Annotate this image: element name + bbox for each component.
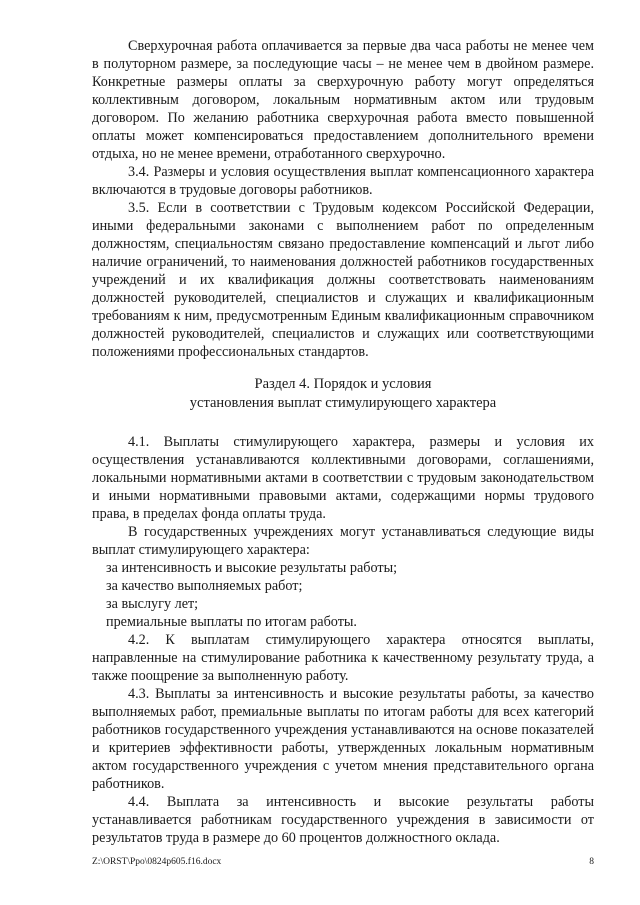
footer-file-path: Z:\ORST\Ppo\0824p605.f16.docx (92, 857, 222, 867)
paragraph-payment-types-intro: В государственных учреждениях могут устанавливаться следующие виды выплат стимулирующего характера: (92, 524, 594, 558)
paragraph-4-3: 4.3. Выплаты за интенсивность и высокие результаты работы, за качество выполняемых работ, премиальные выплаты по итогам работы для всех категорий работников государственного учреждения устанавливаются на основе показателей и критериев эффективности работы, утвержденных локальным нормативным актом государственного учреждения с учетом мнения представительного органа работников. (92, 686, 594, 792)
paragraph-4-1: 4.1. Выплаты стимулирующего характера, размеры и условия их осуществления устанавливаются коллективными договорами, соглашениями, локальными нормативными актами в соответствии с трудовым законодательством и иными нормативными правовыми актами, содержащими нормы трудового права, в пределах фонда оплаты труда. (92, 434, 594, 522)
paragraph-4-2: 4.2. К выплатам стимулирующего характера относятся выплаты, направленные на стимулирование работника к качественному результату труда, а также поощрение за выполненную работу. (92, 632, 594, 684)
paragraph-3-4: 3.4. Размеры и условия осуществления выплат компенсационного характера включаются в трудовые договоры работников. (92, 164, 594, 198)
section-4-heading (92, 375, 594, 413)
section-4-title-line1: Раздел 4. Порядок и условия (254, 376, 432, 392)
list-item-bonuses: премиальные выплаты по итогам работы. (106, 614, 357, 630)
section-4-title-line2: установления выплат стимулирующего характера (189, 395, 497, 411)
paragraph-overtime-pay: Сверхурочная работа оплачивается за первые два часа работы не менее чем в полуторном размере, за последующие часы – не менее чем в двойном размере. Конкретные размеры оплаты за сверхурочную работу могут определяться коллективным договором, локальным нормативным актом или трудовым договором. По желанию работника сверхурочная работа вместо повышенной оплаты может компенсироваться предоставлением дополнительного времени отдыха, но не менее времени, отработанного сверхурочно. (92, 38, 594, 162)
list-item-seniority: за выслугу лет; (106, 596, 199, 612)
document-body (92, 37, 594, 847)
paragraph-3-5: 3.5. Если в соответствии с Трудовым кодексом Российской Федерации, иными федеральными законами с выполнением работ по определенным должностям, специальностям связано предоставление компенсаций и льгот либо наличие ограничений, то наименования должностей работников государственных учреждений и их квалификация должны соответствовать наименованиям должностей руководителей, специалистов и служащих и квалификационным требованиям к ним, предусмотренным Единым квалификационным справочником должностей руководителей, специалистов и служащих или соответствующими положениями профессиональных стандартов. (92, 200, 594, 360)
page-number: 8 (589, 857, 594, 867)
paragraph-4-4: 4.4. Выплата за интенсивность и высокие результаты работы устанавливается работникам государственного учреждения в зависимости от результатов труда в размере до 60 процентов должностного оклада. (92, 794, 594, 846)
list-item-quality: за качество выполняемых работ; (106, 578, 303, 594)
list-item-intensity: за интенсивность и высокие результаты работы; (106, 560, 398, 576)
